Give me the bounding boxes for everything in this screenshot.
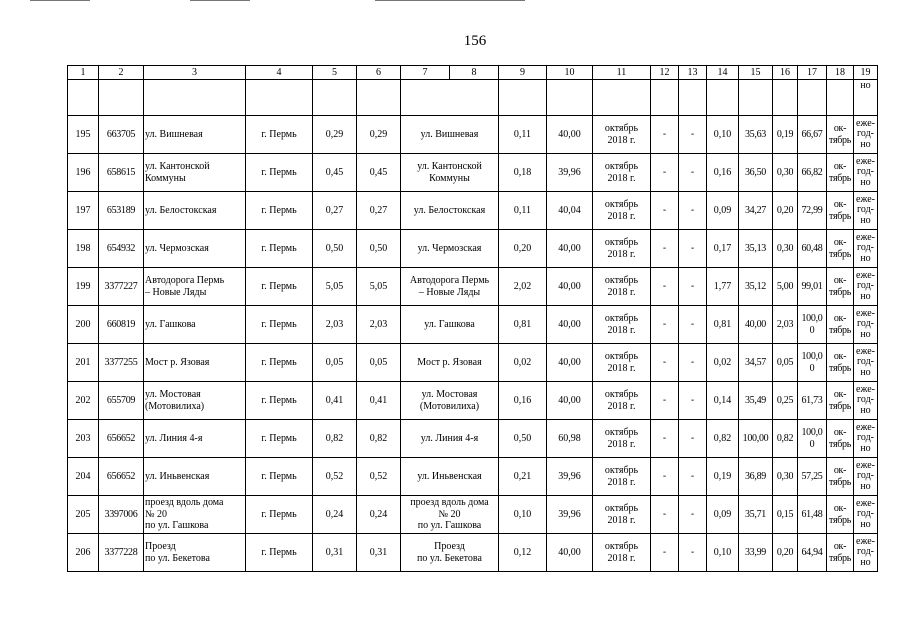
value-cell: 0,11 bbox=[499, 116, 547, 154]
dash-cell: - bbox=[651, 458, 679, 496]
road-name-cell: Мост р. Язовая bbox=[144, 344, 246, 382]
month-cell: ок- тябрь bbox=[827, 344, 854, 382]
row-number-cell: 195 bbox=[68, 116, 99, 154]
dash-cell: - bbox=[679, 116, 707, 154]
row-number-cell: 200 bbox=[68, 306, 99, 344]
value-cell: 40,00 bbox=[547, 268, 593, 306]
value-cell: 0,20 bbox=[773, 192, 798, 230]
section-name-cell: ул. Иньвенская bbox=[401, 458, 499, 496]
value-cell: 0,25 bbox=[773, 382, 798, 420]
value-cell: 33,99 bbox=[739, 534, 773, 572]
value-cell: 36,89 bbox=[739, 458, 773, 496]
row-number-cell: 196 bbox=[68, 154, 99, 192]
road-name-cell: ул. Мостовая (Мотовилиха) bbox=[144, 382, 246, 420]
value-cell: 0,81 bbox=[707, 306, 739, 344]
row-number-cell: 205 bbox=[68, 496, 99, 534]
value-cell: 0,19 bbox=[707, 458, 739, 496]
section-name-cell: ул. Кантонской Коммуны bbox=[401, 154, 499, 192]
value-cell: 0,10 bbox=[707, 116, 739, 154]
section-name-cell: ул. Белостокская bbox=[401, 192, 499, 230]
percent-cell: 66,67 bbox=[798, 116, 827, 154]
value-cell: 0,19 bbox=[773, 116, 798, 154]
value-cell: 0,11 bbox=[499, 192, 547, 230]
road-name-cell: ул. Чермозская bbox=[144, 230, 246, 268]
roads-table bbox=[67, 65, 878, 572]
frequency-cell: еже- год- но bbox=[854, 154, 878, 192]
dash-cell: - bbox=[651, 154, 679, 192]
city-cell: г. Пермь bbox=[246, 496, 313, 534]
value-cell: 0,16 bbox=[707, 154, 739, 192]
value-cell: 34,27 bbox=[739, 192, 773, 230]
length-cell: 5,05 bbox=[313, 268, 357, 306]
row-number-cell: 197 bbox=[68, 192, 99, 230]
length-cell: 0,31 bbox=[357, 534, 401, 572]
frequency-cell: еже- год- но bbox=[854, 420, 878, 458]
frequency-cell: еже- год- но bbox=[854, 382, 878, 420]
top-rule bbox=[375, 0, 525, 1]
period-cell: октябрь 2018 г. bbox=[593, 382, 651, 420]
value-cell: 100,00 bbox=[739, 420, 773, 458]
code-cell: 656652 bbox=[99, 420, 144, 458]
length-cell: 0,45 bbox=[313, 154, 357, 192]
frequency-cell: еже- год- но bbox=[854, 534, 878, 572]
value-cell: 0,05 bbox=[773, 344, 798, 382]
percent-cell: 60,48 bbox=[798, 230, 827, 268]
length-cell: 0,52 bbox=[313, 458, 357, 496]
table-row bbox=[68, 344, 878, 382]
section-name-cell: проезд вдоль дома № 20 по ул. Гашкова bbox=[401, 496, 499, 534]
value-cell: 2,02 bbox=[499, 268, 547, 306]
length-cell: 2,03 bbox=[357, 306, 401, 344]
table-row bbox=[68, 420, 878, 458]
city-cell: г. Пермь bbox=[246, 154, 313, 192]
col-number: 14 bbox=[707, 66, 739, 80]
dash-cell: - bbox=[651, 116, 679, 154]
city-cell: г. Пермь bbox=[246, 458, 313, 496]
dash-cell: - bbox=[651, 306, 679, 344]
col-number: 12 bbox=[651, 66, 679, 80]
value-cell: 35,63 bbox=[739, 116, 773, 154]
month-cell: ок- тябрь bbox=[827, 306, 854, 344]
col-number: 4 bbox=[246, 66, 313, 80]
frequency-cell: еже- год- но bbox=[854, 116, 878, 154]
road-name-cell: ул. Иньвенская bbox=[144, 458, 246, 496]
value-cell: 40,00 bbox=[547, 230, 593, 268]
table-row bbox=[68, 534, 878, 572]
row-number-cell: 198 bbox=[68, 230, 99, 268]
section-name-cell: Автодорога Пермь – Новые Ляды bbox=[401, 268, 499, 306]
length-cell: 0,41 bbox=[313, 382, 357, 420]
dash-cell: - bbox=[651, 230, 679, 268]
length-cell: 2,03 bbox=[313, 306, 357, 344]
value-cell: 0,02 bbox=[499, 344, 547, 382]
dash-cell: - bbox=[679, 458, 707, 496]
section-name-cell: Мост р. Язовая bbox=[401, 344, 499, 382]
column-number-row bbox=[68, 66, 878, 80]
frequency-cell: еже- год- но bbox=[854, 306, 878, 344]
col-number: 8 bbox=[450, 66, 499, 80]
table-row bbox=[68, 230, 878, 268]
value-cell: 39,96 bbox=[547, 496, 593, 534]
percent-cell: 57,25 bbox=[798, 458, 827, 496]
length-cell: 0,29 bbox=[357, 116, 401, 154]
value-cell: 2,03 bbox=[773, 306, 798, 344]
top-rule bbox=[190, 0, 250, 1]
value-cell: 0,14 bbox=[707, 382, 739, 420]
road-name-cell: проезд вдоль дома № 20 по ул. Гашкова bbox=[144, 496, 246, 534]
road-name-cell: Проезд по ул. Бекетова bbox=[144, 534, 246, 572]
period-cell: октябрь 2018 г. bbox=[593, 420, 651, 458]
frequency-cell: но bbox=[854, 80, 878, 116]
dash-cell: - bbox=[679, 306, 707, 344]
code-cell: 656652 bbox=[99, 458, 144, 496]
section-name-cell: Проезд по ул. Бекетова bbox=[401, 534, 499, 572]
percent-cell: 64,94 bbox=[798, 534, 827, 572]
top-rule bbox=[30, 0, 90, 1]
period-cell: октябрь 2018 г. bbox=[593, 344, 651, 382]
percent-cell: 100,0 0 bbox=[798, 306, 827, 344]
month-cell: ок- тябрь bbox=[827, 458, 854, 496]
length-cell: 0,52 bbox=[357, 458, 401, 496]
dash-cell: - bbox=[679, 496, 707, 534]
dash-cell: - bbox=[679, 344, 707, 382]
code-cell: 653189 bbox=[99, 192, 144, 230]
value-cell: 40,00 bbox=[547, 306, 593, 344]
month-cell: ок- тябрь bbox=[827, 496, 854, 534]
row-number-cell: 206 bbox=[68, 534, 99, 572]
city-cell: г. Пермь bbox=[246, 382, 313, 420]
code-cell: 663705 bbox=[99, 116, 144, 154]
value-cell: 40,00 bbox=[547, 116, 593, 154]
code-cell: 655709 bbox=[99, 382, 144, 420]
period-cell: октябрь 2018 г. bbox=[593, 116, 651, 154]
value-cell: 0,50 bbox=[499, 420, 547, 458]
percent-cell: 61,48 bbox=[798, 496, 827, 534]
dash-cell: - bbox=[679, 382, 707, 420]
value-cell: 0,17 bbox=[707, 230, 739, 268]
value-cell: 35,71 bbox=[739, 496, 773, 534]
frequency-cell: еже- год- но bbox=[854, 192, 878, 230]
city-cell: г. Пермь bbox=[246, 116, 313, 154]
col-number: 7 bbox=[401, 66, 450, 80]
value-cell: 40,00 bbox=[739, 306, 773, 344]
dash-cell: - bbox=[651, 344, 679, 382]
percent-cell: 72,99 bbox=[798, 192, 827, 230]
city-cell: г. Пермь bbox=[246, 230, 313, 268]
length-cell: 5,05 bbox=[357, 268, 401, 306]
month-cell: ок- тябрь bbox=[827, 116, 854, 154]
road-name-cell: ул. Гашкова bbox=[144, 306, 246, 344]
percent-cell: 100,0 0 bbox=[798, 420, 827, 458]
code-cell: 660819 bbox=[99, 306, 144, 344]
page-number: 156 bbox=[463, 33, 487, 49]
dash-cell: - bbox=[651, 420, 679, 458]
value-cell: 0,81 bbox=[499, 306, 547, 344]
length-cell: 0,24 bbox=[313, 496, 357, 534]
dash-cell: - bbox=[679, 230, 707, 268]
table-row bbox=[68, 192, 878, 230]
value-cell: 0,12 bbox=[499, 534, 547, 572]
value-cell: 0,16 bbox=[499, 382, 547, 420]
table-row bbox=[68, 496, 878, 534]
length-cell: 0,27 bbox=[313, 192, 357, 230]
value-cell: 60,98 bbox=[547, 420, 593, 458]
value-cell: 40,00 bbox=[547, 382, 593, 420]
length-cell: 0,41 bbox=[357, 382, 401, 420]
value-cell: 0,10 bbox=[707, 534, 739, 572]
col-number: 3 bbox=[144, 66, 246, 80]
percent-cell: 66,82 bbox=[798, 154, 827, 192]
period-cell: октябрь 2018 г. bbox=[593, 496, 651, 534]
month-cell: ок- тябрь bbox=[827, 154, 854, 192]
value-cell: 34,57 bbox=[739, 344, 773, 382]
percent-cell: 99,01 bbox=[798, 268, 827, 306]
table-row bbox=[68, 116, 878, 154]
value-cell: 35,49 bbox=[739, 382, 773, 420]
col-number: 19 bbox=[854, 66, 878, 80]
value-cell: 0,82 bbox=[707, 420, 739, 458]
period-cell: октябрь 2018 г. bbox=[593, 306, 651, 344]
length-cell: 0,24 bbox=[357, 496, 401, 534]
length-cell: 0,50 bbox=[313, 230, 357, 268]
period-cell: октябрь 2018 г. bbox=[593, 534, 651, 572]
value-cell: 0,18 bbox=[499, 154, 547, 192]
row-number-cell: 202 bbox=[68, 382, 99, 420]
value-cell: 0,20 bbox=[499, 230, 547, 268]
code-cell: 3377227 bbox=[99, 268, 144, 306]
table-row bbox=[68, 382, 878, 420]
row-number-cell: 204 bbox=[68, 458, 99, 496]
section-name-cell: ул. Гашкова bbox=[401, 306, 499, 344]
col-number: 6 bbox=[357, 66, 401, 80]
value-cell: 0,30 bbox=[773, 154, 798, 192]
code-cell: 3377228 bbox=[99, 534, 144, 572]
value-cell: 0,30 bbox=[773, 230, 798, 268]
road-name-cell: ул. Вишневая bbox=[144, 116, 246, 154]
period-cell: октябрь 2018 г. bbox=[593, 230, 651, 268]
frequency-cell: еже- год- но bbox=[854, 268, 878, 306]
dash-cell: - bbox=[651, 192, 679, 230]
month-cell: ок- тябрь bbox=[827, 534, 854, 572]
dash-cell: - bbox=[679, 268, 707, 306]
table-row bbox=[68, 306, 878, 344]
length-cell: 0,45 bbox=[357, 154, 401, 192]
col-number: 13 bbox=[679, 66, 707, 80]
length-cell: 0,31 bbox=[313, 534, 357, 572]
value-cell: 0,10 bbox=[499, 496, 547, 534]
value-cell: 40,00 bbox=[547, 534, 593, 572]
value-cell: 1,77 bbox=[707, 268, 739, 306]
city-cell: г. Пермь bbox=[246, 344, 313, 382]
dash-cell: - bbox=[651, 534, 679, 572]
col-number: 18 bbox=[827, 66, 854, 80]
month-cell: ок- тябрь bbox=[827, 420, 854, 458]
code-cell: 654932 bbox=[99, 230, 144, 268]
code-cell: 658615 bbox=[99, 154, 144, 192]
frequency-cell: еже- год- но bbox=[854, 230, 878, 268]
value-cell: 0,82 bbox=[773, 420, 798, 458]
frequency-cell: еже- год- но bbox=[854, 496, 878, 534]
length-cell: 0,82 bbox=[357, 420, 401, 458]
continuation-row bbox=[68, 80, 878, 116]
value-cell: 0,02 bbox=[707, 344, 739, 382]
period-cell: октябрь 2018 г. bbox=[593, 268, 651, 306]
month-cell: ок- тябрь bbox=[827, 382, 854, 420]
frequency-cell: еже- год- но bbox=[854, 344, 878, 382]
city-cell: г. Пермь bbox=[246, 306, 313, 344]
col-number: 5 bbox=[313, 66, 357, 80]
length-cell: 0,50 bbox=[357, 230, 401, 268]
road-name-cell: ул. Белостокская bbox=[144, 192, 246, 230]
value-cell: 39,96 bbox=[547, 154, 593, 192]
value-cell: 40,00 bbox=[547, 344, 593, 382]
month-cell: ок- тябрь bbox=[827, 192, 854, 230]
section-name-cell: ул. Чермозская bbox=[401, 230, 499, 268]
percent-cell: 61,73 bbox=[798, 382, 827, 420]
section-name-cell: ул. Мостовая (Мотовилиха) bbox=[401, 382, 499, 420]
city-cell: г. Пермь bbox=[246, 268, 313, 306]
col-number: 1 bbox=[68, 66, 99, 80]
value-cell: 36,50 bbox=[739, 154, 773, 192]
length-cell: 0,05 bbox=[357, 344, 401, 382]
period-cell: октябрь 2018 г. bbox=[593, 154, 651, 192]
value-cell: 35,13 bbox=[739, 230, 773, 268]
value-cell: 40,04 bbox=[547, 192, 593, 230]
value-cell: 39,96 bbox=[547, 458, 593, 496]
dash-cell: - bbox=[679, 420, 707, 458]
col-number: 17 bbox=[798, 66, 827, 80]
length-cell: 0,82 bbox=[313, 420, 357, 458]
row-number-cell: 201 bbox=[68, 344, 99, 382]
length-cell: 0,27 bbox=[357, 192, 401, 230]
value-cell: 0,09 bbox=[707, 496, 739, 534]
city-cell: г. Пермь bbox=[246, 420, 313, 458]
period-cell: октябрь 2018 г. bbox=[593, 458, 651, 496]
dash-cell: - bbox=[651, 496, 679, 534]
percent-cell: 100,0 0 bbox=[798, 344, 827, 382]
table-row bbox=[68, 268, 878, 306]
col-number: 16 bbox=[773, 66, 798, 80]
col-number: 2 bbox=[99, 66, 144, 80]
value-cell: 35,12 bbox=[739, 268, 773, 306]
table-row bbox=[68, 154, 878, 192]
col-number: 9 bbox=[499, 66, 547, 80]
value-cell: 0,09 bbox=[707, 192, 739, 230]
dash-cell: - bbox=[651, 382, 679, 420]
dash-cell: - bbox=[679, 192, 707, 230]
dash-cell: - bbox=[679, 154, 707, 192]
length-cell: 0,29 bbox=[313, 116, 357, 154]
value-cell: 0,21 bbox=[499, 458, 547, 496]
dash-cell: - bbox=[651, 268, 679, 306]
month-cell: ок- тябрь bbox=[827, 230, 854, 268]
value-cell: 0,20 bbox=[773, 534, 798, 572]
row-number-cell: 203 bbox=[68, 420, 99, 458]
dash-cell: - bbox=[679, 534, 707, 572]
section-name-cell: ул. Линия 4-я bbox=[401, 420, 499, 458]
table-row bbox=[68, 458, 878, 496]
month-cell: ок- тябрь bbox=[827, 268, 854, 306]
col-number: 15 bbox=[739, 66, 773, 80]
city-cell: г. Пермь bbox=[246, 192, 313, 230]
code-cell: 3377255 bbox=[99, 344, 144, 382]
col-number: 10 bbox=[547, 66, 593, 80]
length-cell: 0,05 bbox=[313, 344, 357, 382]
road-name-cell: ул. Кантонской Коммуны bbox=[144, 154, 246, 192]
section-name-cell: ул. Вишневая bbox=[401, 116, 499, 154]
road-name-cell: Автодорога Пермь – Новые Ляды bbox=[144, 268, 246, 306]
period-cell: октябрь 2018 г. bbox=[593, 192, 651, 230]
value-cell: 0,15 bbox=[773, 496, 798, 534]
value-cell: 0,30 bbox=[773, 458, 798, 496]
code-cell: 3397006 bbox=[99, 496, 144, 534]
city-cell: г. Пермь bbox=[246, 534, 313, 572]
frequency-cell: еже- год- но bbox=[854, 458, 878, 496]
col-number: 11 bbox=[593, 66, 651, 80]
road-name-cell: ул. Линия 4-я bbox=[144, 420, 246, 458]
value-cell: 5,00 bbox=[773, 268, 798, 306]
row-number-cell: 199 bbox=[68, 268, 99, 306]
